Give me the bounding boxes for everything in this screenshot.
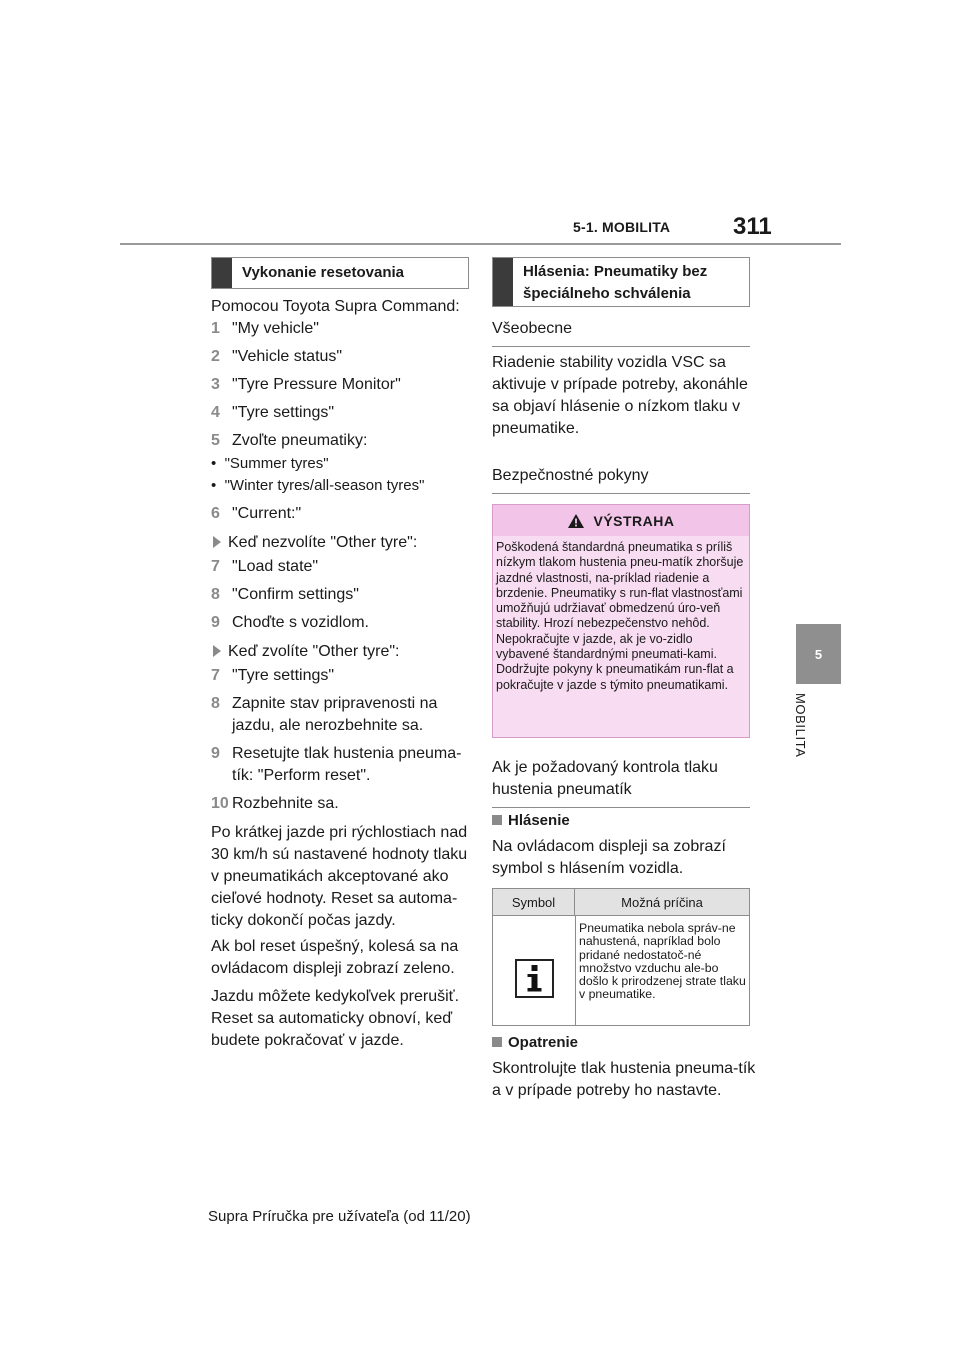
subheading-safety: Bezpečnostné pokyny: [492, 465, 750, 494]
column-header-cause: Možná príčina: [621, 895, 703, 910]
square-bullet-icon: [492, 815, 502, 825]
subheading-pressure-check: Ak je požadovaný kontrola tlaku hustenia pneumatík: [492, 757, 750, 808]
warning-header: [493, 505, 749, 536]
subheading-general: Všeobecne: [492, 318, 750, 347]
step-item: 7 "Load state": [211, 558, 319, 575]
step-item: 9 Resetujte tlak hustenia pneuma-tík: "Perform reset".: [211, 745, 462, 784]
section-header: 5-1. MOBILITA: [573, 219, 671, 235]
step-item: 1 "My vehicle": [211, 320, 319, 337]
paragraph: Na ovládacom displeji sa zobrazí symbol s hlásením vozidla.: [492, 838, 726, 877]
step-item: 7 "Tyre settings": [211, 667, 335, 684]
section-bar: [493, 258, 513, 306]
chapter-tab: [796, 624, 841, 684]
table-cell-cause: Pneumatika nebola správ-ne nahustená, napríklad bolo pridané nedostatoč-né množstvo vzduchu ale-bo došlo k prirodzenej strate tlaku v pneumatike.: [579, 921, 746, 1002]
step-item: 5 Zvoľte pneumatiky:: [211, 432, 368, 449]
chapter-number: 5: [814, 646, 823, 662]
step-item: 6 "Current:": [211, 505, 302, 522]
section-bar: [212, 258, 232, 288]
header-rule: [120, 243, 841, 245]
step-item: 8 "Confirm settings": [211, 586, 359, 603]
section-box-reset: [211, 257, 469, 289]
warning-triangle-icon: [567, 513, 585, 529]
case-other-tyre: Keď zvolíte "Other tyre":: [213, 641, 399, 663]
step-item: 8 Zapnite stav pripravenosti na jazdu, ale nerozbehnite sa.: [211, 695, 438, 734]
case-not-other-tyre: Keď nezvolíte "Other tyre":: [213, 532, 417, 554]
section-box-messages: [492, 257, 750, 307]
triangle-arrow-icon: [213, 536, 221, 548]
paragraph: Riadenie stability vozidla VSC sa aktivuje v prípade potreby, akonáhle sa objaví hlásenie o nízkom tlaku v pneumatike.: [492, 354, 748, 437]
step-item: 4 "Tyre settings": [211, 404, 335, 421]
heading-action: Opatrenie: [492, 1032, 578, 1054]
bullet-item: • "Winter tyres/all-season tyres": [211, 477, 425, 494]
table-header: [493, 889, 749, 916]
paragraph: Po krátkej jazde pri rýchlostiach nad 30 km/h sú nastavené hodnoty tlaku v pneumatikách akceptované ako cieľové hodnoty. Reset sa automa-ticky dokončí počas jazdy.: [211, 824, 468, 929]
symbol-table: [492, 888, 750, 1026]
page-number: 311: [733, 213, 772, 240]
step-item: 9 Choďte s vozidlom.: [211, 614, 369, 631]
intro-text: Pomocou Toyota Supra Command:: [211, 298, 460, 315]
table-divider: [575, 916, 576, 1025]
step-item: 10 Rozbehnite sa.: [211, 795, 339, 812]
paragraph: Jazdu môžete kedykoľvek prerušiť. Reset sa automaticky obnoví, keď budete pokračovať v jazde.: [211, 988, 460, 1049]
info-icon: [515, 959, 554, 998]
step-item: 2 "Vehicle status": [211, 348, 343, 365]
bullet-item: • "Summer tyres": [211, 455, 329, 472]
warning-title: VÝSTRAHA: [593, 512, 675, 529]
warning-text: Poškodená štandardná pneumatika s príliš nízkym tlakom hustenia pneu-matík zhoršuje jazdné vlastnosti, na-príklad riadenie a brzdenie. Pneumatiky s run-flat vlastnosťami umožňujú udržiavať obmedzenú úro-veň stability. Hrozí nebezpečenstvo nehôd. Nepokračujte v jazde, ak je vo-zidlo vybavené štandardnými pneumati-kami. Dodržujte pokyny k pneumatikám run-flat a pokračujte v jazde s týmito pneumatikami.: [496, 540, 744, 692]
column-header-symbol: Symbol: [493, 889, 575, 916]
footer-text: Supra Príručka pre užívateľa (od 11/20): [208, 1208, 471, 1225]
triangle-arrow-icon: [213, 645, 221, 657]
heading-message: Hlásenie: [492, 810, 570, 832]
paragraph: Ak bol reset úspešný, kolesá sa na ovládacom displeji zobrazí zeleno.: [211, 938, 459, 977]
section-title: Vykonanie resetovania: [242, 264, 405, 281]
section-title: Hlásenia: Pneumatiky bez špeciálneho schválenia: [523, 263, 708, 302]
step-item: 3 "Tyre Pressure Monitor": [211, 376, 401, 393]
chapter-label: MOBILITA: [793, 693, 808, 758]
warning-box: [492, 504, 750, 738]
paragraph: Skontrolujte tlak hustenia pneuma-tík a v prípade potreby ho nastavte.: [492, 1060, 756, 1099]
square-bullet-icon: [492, 1037, 502, 1047]
